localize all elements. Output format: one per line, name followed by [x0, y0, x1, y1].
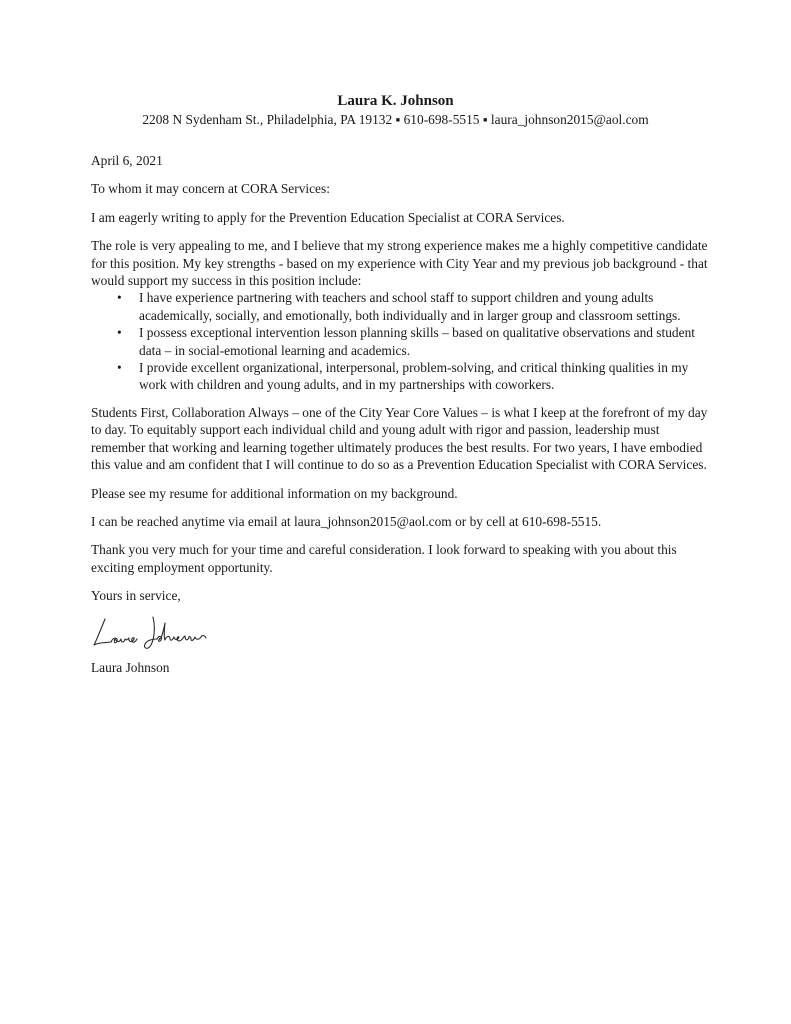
bullet-icon: •: [117, 290, 122, 306]
intro-paragraph: The role is very appealing to me, and I believe that my strong experience makes me a highly competitive candidate for this position. My key strengths - based on my experience with City Year and my previous job background - that would support my success in this position include:: [91, 238, 708, 289]
sender-contact-line: 2208 N Sydenham St., Philadelphia, PA 19132 ▪ 610-698-5515 ▪ laura_johnson2015@aol.com: [142, 112, 649, 127]
resume-note: Please see my resume for additional information on my background.: [91, 485, 458, 501]
list-item: [91, 324, 711, 359]
opening-line: I am eagerly writing to apply for the Prevention Education Specialist at CORA Services.: [91, 209, 565, 225]
strength-text: I have experience partnering with teachers and school staff to support children and young adults academically, socially, and emotionally, both individually and in larger group and classroom settings.: [139, 290, 681, 323]
thanks-paragraph: Thank you very much for your time and careful consideration. I look forward to speaking with you about this exciting employment opportunity.: [91, 542, 677, 575]
letter-date: April 6, 2021: [91, 153, 163, 168]
salutation: To whom it may concern at CORA Services:: [91, 181, 330, 197]
signature-icon: [91, 609, 231, 653]
list-item: [91, 359, 711, 394]
bullet-icon: •: [117, 360, 122, 376]
values-paragraph: Students First, Collaboration Always – one of the City Year Core Values – is what I keep at the forefront of my day to day. To equitably support each individual child and young adult with rigor and passion, leadership must remember that working and learning together ultimately produces the best results. For two years, I have embodied this value and am confident that I will continue to do so as a Prevention Education Specialist with CORA Services.: [91, 404, 708, 473]
closing: Yours in service,: [91, 588, 181, 604]
letter-body: [91, 152, 711, 687]
contact-note: I can be reached anytime via email at laura_johnson2015@aol.com or by cell at 610-698-5515.: [91, 513, 602, 529]
strengths-list: [91, 289, 711, 393]
bullet-icon: •: [117, 325, 122, 341]
strength-text: I possess exceptional intervention lesson planning skills – based on qualitative observations and student data – in social-emotional learning and academics.: [139, 325, 695, 358]
handwritten-signature: [91, 609, 711, 653]
signed-name: Laura Johnson: [91, 659, 170, 675]
list-item: [91, 289, 711, 324]
sender-name: Laura K. Johnson: [337, 93, 454, 109]
letterhead: [0, 92, 791, 129]
strength-text: I provide excellent organizational, interpersonal, problem-solving, and critical thinking qualities in my work with children and young adults, and in my partnerships with coworkers.: [139, 360, 689, 393]
